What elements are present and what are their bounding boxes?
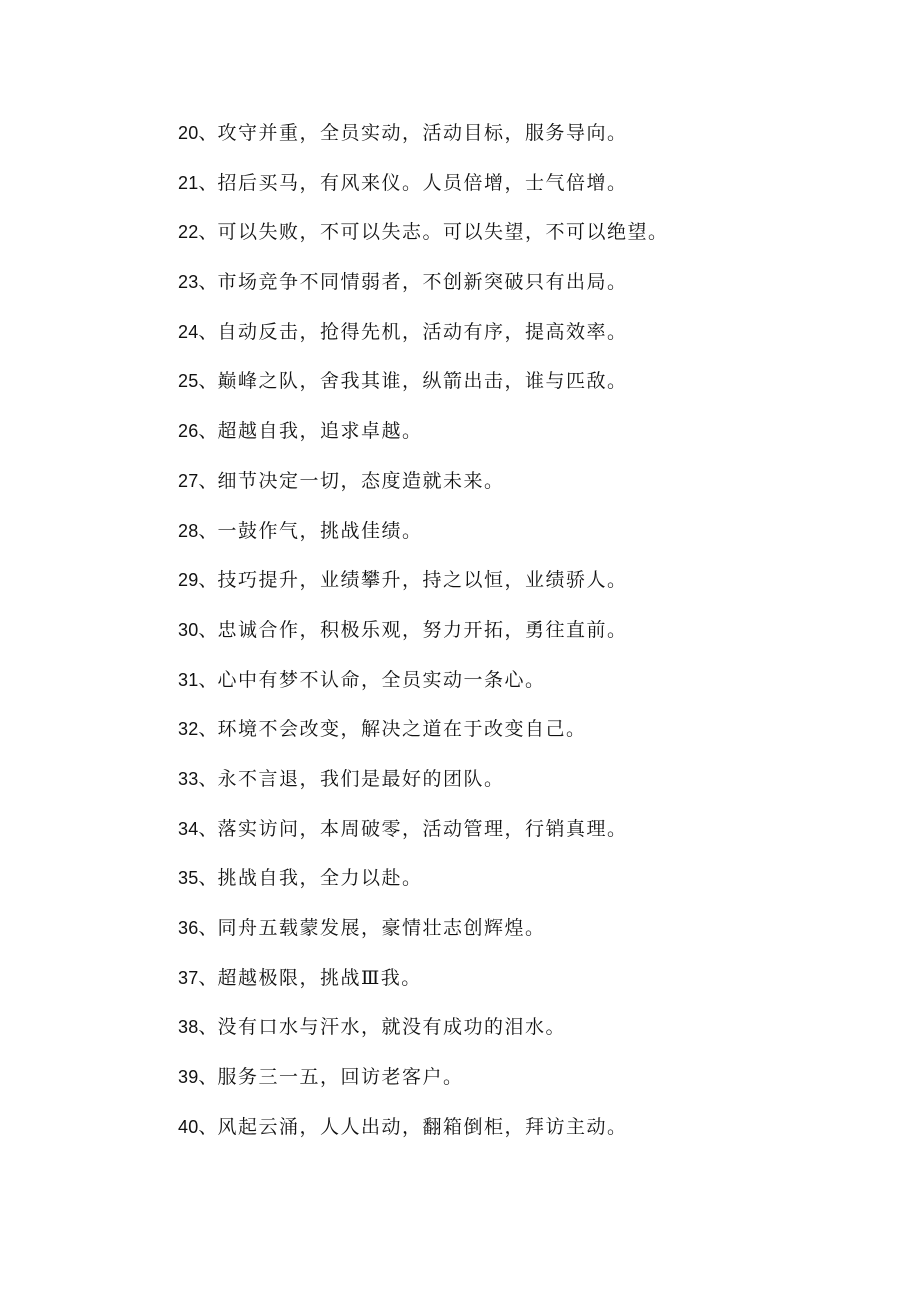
- list-item: [178, 863, 818, 913]
- item-separator: 、: [198, 817, 218, 840]
- list-item: [178, 714, 818, 764]
- item-text: 自动反击，抢得先机，活动有序，提高效率。: [217, 320, 628, 343]
- item-number: 25: [178, 371, 199, 392]
- item-text: 攻守并重，全员实动，活动目标，服务导向。: [217, 122, 628, 144]
- slogan-list: [178, 118, 818, 1161]
- item-separator: 、: [198, 469, 218, 492]
- item-number: 35: [178, 868, 199, 889]
- item-text: 落实访问，本周破零，活动管理，行销真理。: [217, 817, 628, 840]
- item-text: 巅峰之队，舍我其谁，纵箭出击，谁与匹敌。: [217, 370, 628, 393]
- list-item: [178, 366, 818, 416]
- list-item: [178, 466, 818, 516]
- item-text: 细节决定一切，态度造就未来。: [217, 469, 505, 492]
- item-text: 心中有梦不认命，全员实动一条心。: [217, 668, 546, 691]
- item-text: 超越自我，追求卓越。: [217, 420, 423, 443]
- item-separator: 、: [198, 122, 218, 144]
- item-separator: 、: [198, 370, 218, 393]
- item-separator: 、: [198, 1066, 218, 1089]
- list-item: [178, 317, 818, 367]
- item-text: 可以失败，不可以失志。可以失望，不可以绝望。: [217, 221, 669, 244]
- item-text: 忠诚合作，积极乐观，努力开拓，勇往直前。: [217, 618, 628, 641]
- item-number: 23: [178, 272, 199, 293]
- item-separator: 、: [198, 618, 218, 641]
- item-separator: 、: [198, 966, 218, 989]
- item-text: 服务三一五，回访老客户。: [217, 1066, 464, 1089]
- item-number: 22: [178, 222, 199, 243]
- list-item: [178, 913, 818, 963]
- list-item: [178, 168, 818, 218]
- item-number: 31: [178, 669, 199, 690]
- list-item: [178, 1012, 818, 1062]
- item-separator: 、: [198, 221, 218, 244]
- item-text: 风起云涌，人人出动，翻箱倒柜，拜访主动。: [217, 1115, 628, 1138]
- item-separator: 、: [198, 1115, 218, 1138]
- item-text: 挑战自我，全力以赴。: [217, 867, 423, 890]
- list-item: [178, 1062, 818, 1112]
- item-number: 37: [178, 967, 199, 988]
- item-text: 环境不会改变，解决之道在于改变自己。: [217, 718, 587, 741]
- item-number: 34: [178, 818, 199, 839]
- list-item: [178, 615, 818, 665]
- list-item: [178, 963, 818, 1013]
- item-number: 26: [178, 421, 199, 442]
- item-number: 30: [178, 619, 199, 640]
- list-item: [178, 565, 818, 615]
- list-item: [178, 217, 818, 267]
- list-item: [178, 416, 818, 466]
- item-number: 32: [178, 719, 199, 740]
- item-separator: 、: [198, 767, 218, 790]
- item-separator: 、: [198, 569, 218, 592]
- item-text: 没有口水与汗水，就没有成功的泪水。: [217, 1016, 566, 1039]
- item-text: 市场竞争不同情弱者，不创新突破只有出局。: [217, 271, 628, 294]
- item-number: 20: [178, 123, 199, 143]
- item-number: 28: [178, 520, 199, 541]
- item-separator: 、: [198, 420, 218, 443]
- item-separator: 、: [198, 867, 218, 890]
- list-item: [178, 516, 818, 566]
- list-item: [178, 267, 818, 317]
- item-text: 超越极限，挑战Ⅲ我。: [217, 966, 422, 989]
- list-item: [178, 1112, 818, 1162]
- item-number: 40: [178, 1116, 199, 1137]
- item-number: 29: [178, 570, 199, 591]
- item-number: 36: [178, 918, 199, 938]
- item-separator: 、: [198, 171, 218, 194]
- item-text: 一鼓作气，挑战佳绩。: [217, 519, 423, 542]
- item-number: 21: [178, 172, 199, 193]
- item-number: 38: [178, 1017, 199, 1038]
- item-number: 27: [178, 470, 199, 491]
- list-item: [178, 764, 818, 814]
- item-number: 33: [178, 768, 199, 789]
- item-separator: 、: [198, 271, 218, 294]
- item-number: 24: [178, 321, 199, 342]
- item-text: 招后买马，有风来仪。人员倍增，士气倍增。: [217, 171, 628, 194]
- item-separator: 、: [198, 668, 218, 691]
- item-separator: 、: [198, 718, 218, 741]
- list-item: [178, 118, 818, 168]
- list-item: [178, 665, 818, 715]
- item-text: 永不言退，我们是最好的团队。: [217, 767, 505, 790]
- item-separator: 、: [198, 519, 218, 542]
- item-text: 技巧提升，业绩攀升，持之以恒，业绩骄人。: [217, 569, 628, 592]
- item-text: 同舟五载蒙发展，豪情壮志创辉煌。: [217, 917, 546, 939]
- item-number: 39: [178, 1067, 199, 1088]
- item-separator: 、: [198, 320, 218, 343]
- list-item: [178, 814, 818, 864]
- item-separator: 、: [198, 917, 218, 939]
- item-separator: 、: [198, 1016, 218, 1039]
